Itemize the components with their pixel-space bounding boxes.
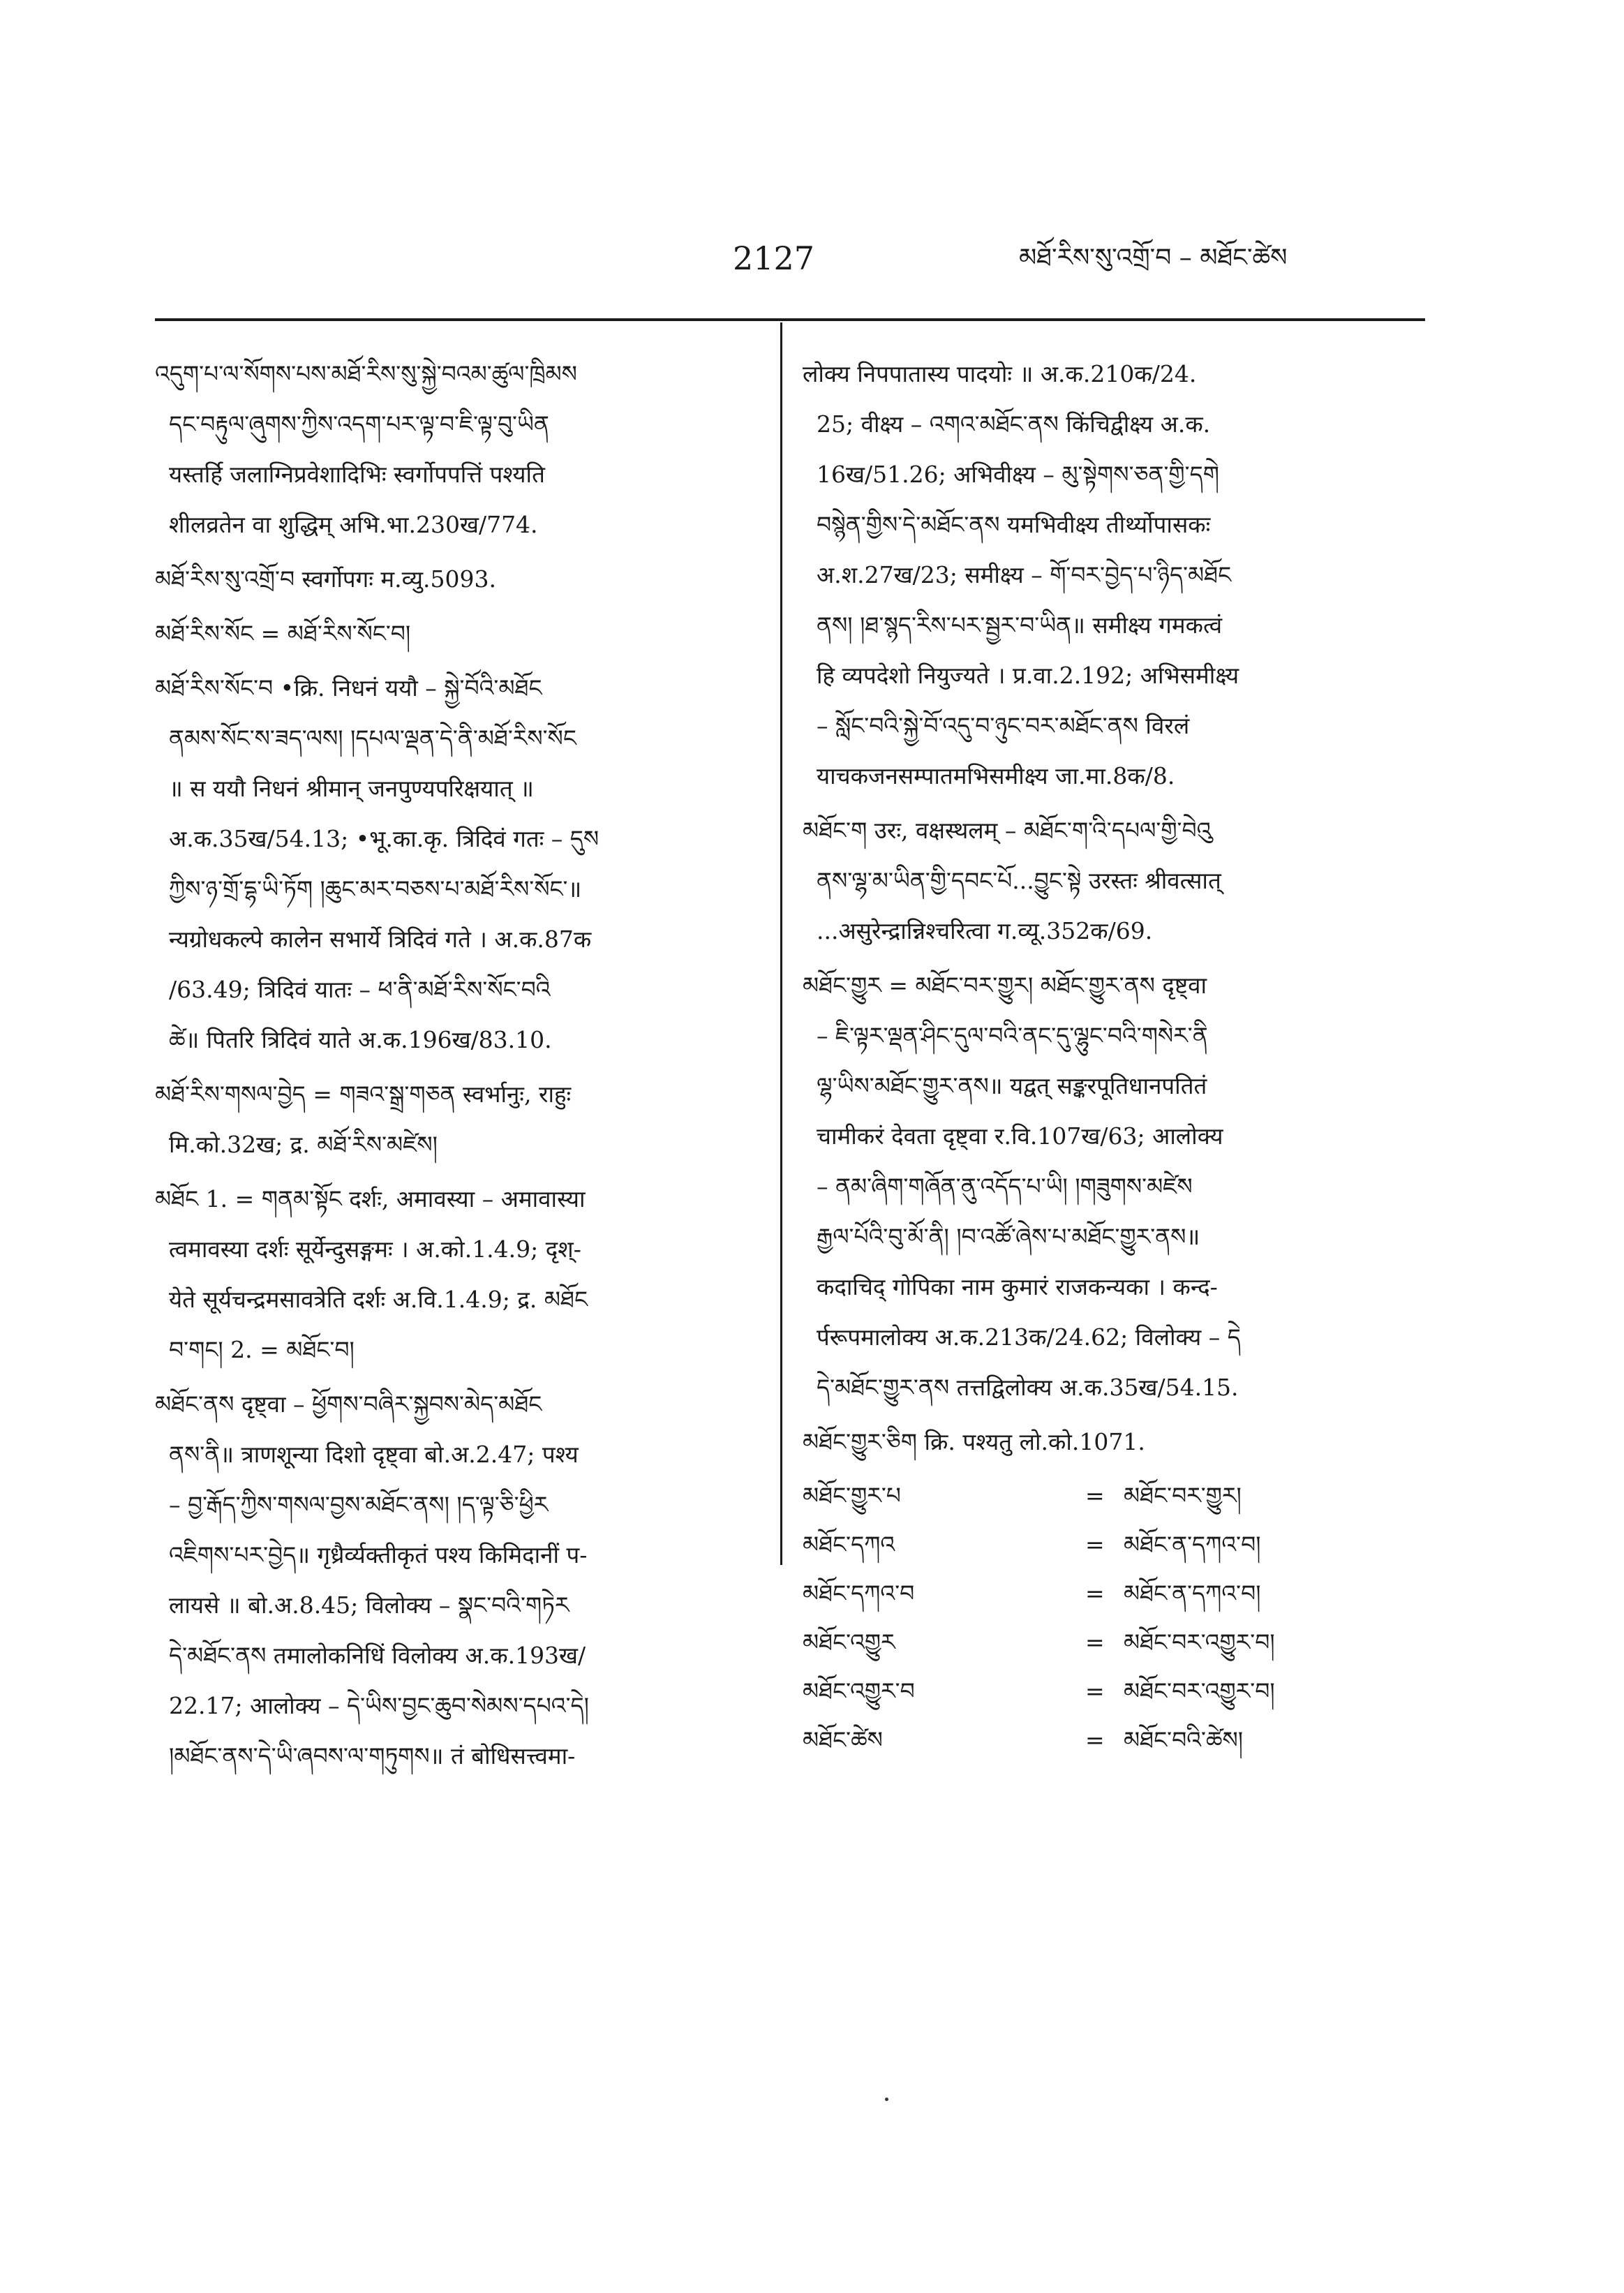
dictionary-entry <box>803 1417 1427 1467</box>
entry-line: མཐོང་གྱུར་ཅིག क्रि. पश्यतु लो.को.1071. <box>803 1428 1145 1455</box>
entry-line: འདུག་པ་ལ་སོགས་པས་མཐོ་རིས་སུ་སྐྱེ་བའམ་ཚུལ་ཁྲིམས <box>155 360 577 387</box>
entry-line: हि व्यपदेशो नियुज्यते । प्र.वा.2.192; अभिसमीक्ष्य <box>817 662 1239 689</box>
entry-line: र्परूपमालोक्य अ.क.213क/24.62; विलोक्य – དེ <box>817 1323 1241 1351</box>
entry-line: ནས། །ཐ་སྙད་རིས་པར་སྦྱར་བ་ཡིན॥ समीक्ष्य गमकत्वं <box>817 611 1223 639</box>
dictionary-entry <box>803 349 1427 801</box>
entry-line: मि.को.32ख; द्र. མཐོ་རིས་མཛེས། <box>169 1131 438 1158</box>
entry-line: येते सूर्यचन्द्रमसावत्रेति दर्शः अ.वि.1.4.9; द्र. མཐོང <box>169 1286 588 1313</box>
cross-reference-target: མཐོང་བར་འགྱུར་བ། <box>1124 1677 1275 1705</box>
entry-line: མཐོང་ག उरः, वक्षस्थलम् – མཐོང་ག་འི་དཔལ་གྱི་བེའུ <box>803 817 1212 844</box>
entry-line: चामीकरं देवता दृष्ट्वा र.वि.107ख/63; आलोक्य <box>817 1122 1223 1150</box>
dictionary-entry <box>803 960 1427 1413</box>
dictionary-entry <box>155 1379 762 1781</box>
cross-reference-row <box>803 1667 1427 1716</box>
left-column <box>155 349 762 1786</box>
entry-line: त्वमावस्या दर्शः सूर्येन्दुसङ्गमः । अ.को.1.4.9; दृश्- <box>169 1235 581 1263</box>
page-header <box>0 230 1624 286</box>
entry-line: བསྙེན་གྱིས་དེ་མཐོང་ནས यमभिवीक्ष्य तीर्थ्योपासकः <box>817 511 1211 538</box>
entry-line: लायसे ॥ बो.अ.8.45; विलोक्य – སྣང་བའི་གཏེར <box>169 1591 569 1619</box>
cross-reference-target: མཐོང་བར་གྱུར། <box>1124 1482 1242 1509</box>
cross-reference-list <box>803 1471 1427 1765</box>
cross-reference-row <box>803 1618 1427 1667</box>
entry-line: – ནམ་ཞིག་གཞོན་ནུ་འདོད་པ་ཡི། །གཟུགས་མཛེས <box>817 1173 1193 1200</box>
entry-line: 25; वीक्ष्य – འགའ་མཐོང་ནས किंचिद्वीक्ष्य अ.क. <box>817 410 1211 438</box>
equals-sign: = <box>1085 1628 1105 1656</box>
cross-reference-row <box>803 1569 1427 1618</box>
dictionary-entry <box>155 609 762 659</box>
cross-reference-headword: མཐོང་དཀའ་བ <box>803 1580 915 1607</box>
entry-line: དང་བརྟུལ་ཞུགས་ཀྱིས་འདག་པར་ལྟ་བ་ཇི་ལྟ་བུ་ཡིན <box>169 410 549 438</box>
entry-line: याचकजनसम्पातमभिसमीक्ष्य जा.मा.8क/8. <box>817 762 1175 789</box>
dictionary-entry <box>155 1174 762 1375</box>
cross-reference-headword: མཐོང་ཚེས <box>803 1726 883 1753</box>
entry-line: ནས་ལྷ་མ་ཡིན་གྱི་དབང་པོ...བྱུང་སྟེ उरस्तः श्रीवत्सात् <box>817 867 1221 894</box>
cross-reference-target: མཐོང་ན་དཀའ་བ། <box>1124 1580 1261 1607</box>
dictionary-entry <box>155 554 762 604</box>
entry-line: བ་གང། 2. = མཐོང་བ། <box>169 1336 355 1363</box>
entry-line: མཐོ་རིས་གསལ་བྱེད = གཟའ་སྒྲ་གཅན स्वर्भानुः, राहुः <box>155 1081 572 1108</box>
entry-line: མཐོ་རིས་སོང་བ •क्रि. निधनं ययौ – སྐྱེ་བོའི་མཐོང <box>155 674 542 702</box>
entry-line: མཐོ་རིས་སོང = མཐོ་རིས་སོང་བ། <box>155 620 411 647</box>
entry-line: ནམས་སོང་ས་ཟད་ལས། །དཔལ་ལྡན་དེ་ནི་མཐོ་རིས་སོང <box>169 725 576 752</box>
right-column-entries <box>803 349 1427 1467</box>
entry-line: ཚེ॥ पितरि त्रिदिवं याते अ.क.196ख/83.10. <box>169 1026 552 1053</box>
entry-line: 22.17; आलोक्य – དེ་ཡིས་བྱང་ཆུབ་སེམས་དཔའ་དེ། <box>169 1692 589 1719</box>
entry-line: མཐོང 1. = གནམ་སྟོང दर्शः, अमावस्या – अमावास्या <box>155 1185 586 1212</box>
entry-line: ནས་ནི॥ त्राणशून्या दिशो दृष्ट्वा बो.अ.2.47; पश्य <box>169 1441 579 1468</box>
column-divider <box>780 322 782 1565</box>
entry-line: अ.क.35ख/54.13; •भू.का.कृ. त्रिदिवं गतः – དུས <box>169 825 599 852</box>
equals-sign: = <box>1085 1726 1105 1753</box>
dictionary-entry <box>155 349 762 550</box>
entry-line: अ.श.27ख/23; समीक्ष्य – གོ་བར་བྱེད་པ་ཉིད་མཐོང <box>817 561 1232 588</box>
entry-line: – སློང་བའི་སྐྱེ་བོ་འདུ་བ་ཉུང་བར་མཐོང་ནས विरलं <box>817 712 1190 739</box>
entry-line: ॥ स ययौ निधनं श्रीमान् जनपुण्यपरिक्षयात् ॥ <box>169 775 534 802</box>
entry-line: མཐོང་ནས दृष्ट्वा – ཕྱོགས་བཞིར་སྐྱབས་མེད་མཐོང <box>155 1390 542 1418</box>
equals-sign: = <box>1085 1677 1105 1705</box>
page-number: 2127 <box>733 239 815 277</box>
stray-mark <box>885 2098 888 2101</box>
entry-line: དེ་མཐོང་ནས तमालोकनिधिं विलोक्य अ.क.193ख/ <box>169 1642 586 1669</box>
cross-reference-target: མཐོང་བའི་ཚེས། <box>1124 1726 1244 1753</box>
equals-sign: = <box>1085 1531 1105 1558</box>
entry-line: – བྱ་རྒོད་ཀྱིས་གསལ་བྱས་མཐོང་ནས། །ད་ལྟ་ཅི་ཕྱིར <box>169 1491 549 1518</box>
entry-line: རྒྱལ་པོའི་བུ་མོ་ནི། །བ་འཚོ་ཞེས་པ་མཐོང་གྱུར་ནས॥ <box>817 1223 1200 1250</box>
entry-line: ...असुरेन्द्रान्निश्चरित्वा ग.व्यू.352क/69. <box>817 917 1153 944</box>
entry-line: न्यग्रोधकल्पे कालेन सभार्ये त्रिदिवं गते । अ.क.87क <box>169 926 592 953</box>
equals-sign: = <box>1085 1482 1105 1509</box>
dictionary-entry <box>155 1069 762 1170</box>
entry-line: /63.49; त्रिदिवं यातः – ཕ་ནི་མཐོ་རིས་སོང་བའི <box>169 976 551 1003</box>
entry-line: དེ་མཐོང་གྱུར་ནས तत्तद्विलोक्य अ.क.35ख/54.15. <box>817 1374 1239 1401</box>
entry-line: यस्तर्हि जलाग्निप्रवेशादिभिः स्वर्गोपपत्तिं पश्यति <box>169 461 545 488</box>
equals-sign: = <box>1085 1580 1105 1607</box>
entry-line: लोक्य निपपातास्य पादयोः ॥ अ.क.210क/24. <box>803 360 1197 387</box>
entry-line: །མཐོང་ནས་དེ་ཡི་ཞབས་ལ་གཏུགས॥ तं बोधिसत्त्वमा- <box>169 1742 576 1769</box>
entry-line: 16ख/51.26; अभिवीक्ष्य – མུ་སྟེགས་ཅན་གྱི་དགེ <box>817 461 1219 488</box>
entry-line: མཐོ་རིས་སུ་འགྲོ་བ स्वर्गोपगः म.व्यु.5093. <box>155 565 497 593</box>
entry-line: शीलव्रतेन वा शुद्धिम् अभि.भा.230ख/774. <box>169 511 538 538</box>
header-rule <box>155 318 1425 321</box>
cross-reference-headword: མཐོང་འགྱུར་བ <box>803 1677 915 1705</box>
dictionary-entry <box>155 663 762 1065</box>
running-head: མཐོ་རིས་སུ་འགྲོ་བ – མཐོང་ཚེས <box>1019 244 1288 272</box>
cross-reference-row <box>803 1520 1427 1569</box>
right-column <box>803 349 1427 1765</box>
entry-line: कदाचिद् गोपिका नाम कुमारं राजकन्यका । कन्द- <box>817 1273 1218 1300</box>
entry-line: ལྷ་ཡིས་མཐོང་གྱུར་ནས॥ यद्वत् सङ्करपूतिधानपतितं <box>817 1072 1207 1099</box>
cross-reference-headword: མཐོང་གྱུར་པ <box>803 1482 901 1509</box>
dictionary-entry <box>803 806 1427 956</box>
cross-reference-headword: མཐོང་འགྱུར <box>803 1628 895 1656</box>
entry-line: ཀྱིས་ཉ་གྲོ་དྷ་ཡི་ཏོག །ཆུང་མར་བཅས་པ་མཐོ་རིས་སོང་॥ <box>169 875 582 903</box>
cross-reference-target: མཐོང་བར་འགྱུར་བ། <box>1124 1628 1275 1656</box>
entry-line: མཐོང་གྱུར = མཐོང་བར་གྱུར། མཐོང་གྱུར་ནས दृष्ट्वा <box>803 972 1207 999</box>
entry-line: འཇིགས་པར་བྱེད॥ गृध्रैर्व्यक्तीकृतं पश्य किमिदानीं प- <box>169 1541 588 1568</box>
cross-reference-target: མཐོང་ན་དཀའ་བ། <box>1124 1531 1261 1558</box>
entry-line: – ཇི་ལྟར་ལྡན་ཤིང་དུལ་བའི་ནང་དུ་ལྷུང་བའི་གསེར་ནི <box>817 1022 1208 1049</box>
cross-reference-row <box>803 1716 1427 1765</box>
cross-reference-row <box>803 1471 1427 1520</box>
cross-reference-headword: མཐོང་དཀའ <box>803 1531 895 1558</box>
